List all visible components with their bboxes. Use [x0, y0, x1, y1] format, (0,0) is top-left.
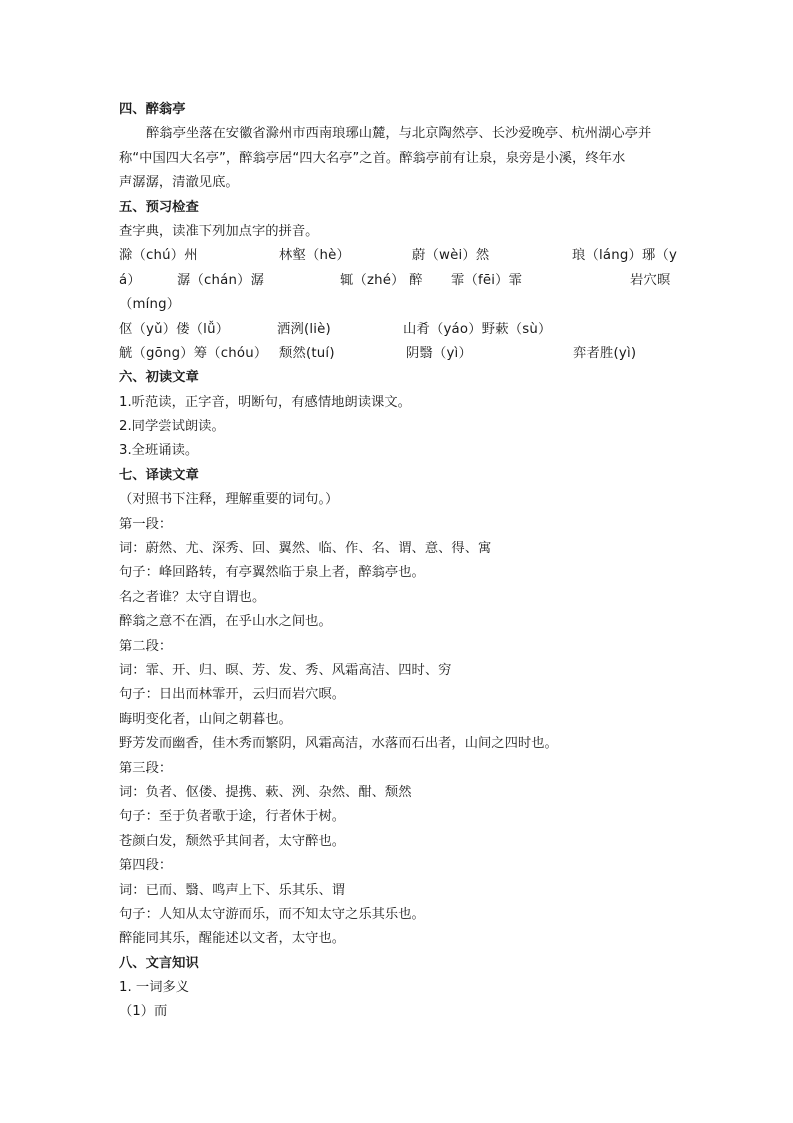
text-line: 句子：日出而林霏开，云归而岩穴暝。	[119, 687, 346, 703]
list-item: 3.全班诵读。	[119, 443, 199, 459]
paragraph-line: 称“中国四大名亭”，醉翁亭居“四大名亭”之首。醉翁亭前有让泉，泉旁是小溪，终年水	[119, 150, 626, 166]
paragraph-line: 醉翁亭坐落在安徽省滁州市西南琅琊山麓，与北京陶然亭、长沙爱晚亭、杭州湖心亭并	[146, 126, 652, 142]
text-line: 晦明变化者，山间之朝暮也。	[119, 711, 292, 727]
text-line: 句子：峰回路转，有亭翼然临于泉上者，醉翁亭也。	[119, 565, 425, 581]
pinyin-item: 洒洌(liè)	[277, 321, 331, 337]
text-line: 第一段：	[119, 516, 173, 532]
section-heading-8: 八、文言知识	[119, 955, 199, 971]
text-line: 第四段：	[119, 858, 173, 874]
pinyin-row	[119, 269, 679, 293]
pinyin-item: 蔚（wèi）然	[412, 248, 490, 264]
pinyin-item: 觥（gōng）筹（chóu）	[119, 345, 268, 361]
pinyin-item: （míng）	[119, 297, 181, 313]
text-line: 醉翁之意不在酒，在乎山水之间也。	[119, 614, 332, 630]
paragraph-line: 声潺潺，清澈见底。	[119, 175, 239, 191]
section-heading-4: 四、醉翁亭	[119, 102, 186, 117]
text-line: 苍颜白发，颓然乎其间者，太守醉也。	[119, 833, 346, 849]
text-line: 词：负者、伛偻、提携、蔌、洌、杂然、酣、颓然	[119, 784, 412, 800]
list-item: （1）而	[119, 1004, 168, 1020]
text-line: 句子：至于负者歌于途，行者休于树。	[119, 809, 346, 825]
section-heading-5: 五、预习检查	[119, 199, 199, 215]
pinyin-row	[119, 293, 679, 317]
text-line: 野芳发而幽香，佳木秀而繁阴，风霜高洁，水落而石出者，山间之四时也。	[119, 736, 558, 752]
text-line: 名之者谁？太守自谓也。	[119, 589, 266, 605]
pinyin-item: á）	[119, 272, 141, 288]
text-line: 词：已而、翳、鸣声上下、乐其乐、谓	[119, 882, 346, 898]
pinyin-item: 林壑（hè）	[279, 248, 350, 264]
text-line: 第二段：	[119, 638, 173, 654]
text-line: （对照书下注释，理解重要的词句。）	[119, 492, 339, 508]
pinyin-row	[119, 318, 679, 342]
section-heading-6: 六、初读文章	[119, 370, 199, 386]
text-line: 词：蔚然、尤、深秀、回、翼然、临、作、名、谓、意、得、寓	[119, 541, 492, 557]
pinyin-item: 山肴（yáo）野蔌（sù）	[403, 321, 552, 337]
pinyin-item: 滁（chú）州	[119, 248, 198, 264]
document-body	[119, 98, 679, 1025]
text-line: 句子：人知从太守游而乐，而不知太守之乐其乐也。	[119, 906, 425, 922]
pinyin-item: 颓然(tuí)	[279, 345, 335, 361]
pinyin-row	[119, 244, 679, 268]
pinyin-item: 潺（chán）潺	[177, 272, 265, 288]
list-item: 1.听范读，正字音，明断句，有感情地朗读课文。	[119, 394, 411, 410]
section-heading-7: 七、译读文章	[119, 467, 199, 483]
pinyin-item: 阴翳（yì）	[406, 345, 472, 361]
list-item: 2.同学尝试朗读。	[119, 419, 225, 435]
text-line: 醉能同其乐，醒能述以文者，太守也。	[119, 931, 346, 947]
pinyin-item: 弈者胜(yì)	[573, 345, 637, 361]
pinyin-item: 琅（láng）琊（y	[572, 248, 678, 264]
pinyin-row	[119, 342, 679, 366]
instruction-line: 查字典，读准下列加点字的拼音。	[119, 223, 319, 239]
list-item: 1. 一词多义	[119, 980, 190, 996]
text-line: 第三段：	[119, 760, 173, 776]
text-line: 词：霏、开、归、暝、芳、发、秀、风霜高洁、四时、穷	[119, 662, 452, 678]
pinyin-item: 岩穴暝	[630, 272, 671, 288]
pinyin-item: 伛（yǔ）偻（lǚ）	[119, 321, 230, 337]
pinyin-item: 霏（fēi）霏	[451, 272, 523, 288]
pinyin-item: 辄（zhé） 醉	[340, 272, 423, 288]
